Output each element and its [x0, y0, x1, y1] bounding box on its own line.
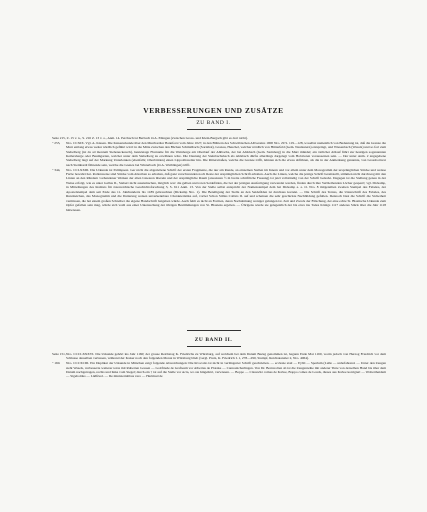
entry-label: Seite 215, Z. 15 v. n., S. 216 Z. 13 v. o., Anm. 14.	[52, 136, 121, 140]
section-divider	[187, 330, 241, 331]
entry-label: " 255,	[52, 140, 61, 145]
entry	[52, 352, 386, 361]
section-band-1	[52, 136, 386, 212]
section-heading-band-1: ZU BAND I.	[196, 120, 231, 126]
heading-divider	[187, 346, 241, 347]
entry-text: Perchach ist Berbach O.A. Ehingen (zwischen Gross- und Klein-Bergach gibt es dort nicht).	[121, 136, 248, 140]
entry	[52, 361, 386, 379]
entry-text: Nro. CCLXXIII. Die Urkunde ist Palimpsest. Gar nicht die abgeriebene Schrift der ersten Fragmente, die nur am Rande, an einzelnen Stellen im Innern und vor allem unter dem Monogramm der ursprünglichen Stücke und weisse Farbe bewahrt hat. Rollenweise sind Stücke vom Abreiben so erhalten, daß ganz verschwunden noch Reste der ursprünglichen Schrift erhalten. Auch die Linien, welche die jetzige Schrift bereitstellt, stimmen nicht durchweg mit den Linien an den Rändern vorhandener Werken der alten Linearen überein und der ursprüngliche Raum (ansonsten ½ m breite schriftliche Fassung) ist jetzt vollständig von der Schrift bedeckt. Dagegen ist die Stellung genau in der Weise erfolgt, wie es unter Gallus II., Siebert nicht auszumachen, möglich war: die gelben und roten Seidefäden, die bei der jetzigen Ausfertigung verwendet werden, finden durch ihre Verbleibenden Löcher gesperrt; vgl. Dickamp, in Mitteilungen des Instituts für österreichische Geschichtsforschung 3, S. 611 Anm. 13. Von der Stelle selbst entspricht der Namenstempel dem bei Dickamp a. a. O. Nro. 8 mitgeteilten zweiten Stempel des Fabeles, der Apostelstempel dem seit Ende des 11. Jahrhunderts bis 1189 gebrauchten (Dickamp Nro. 1). Die Beteiligung der Stelle an den Seidefäden ist durchaus korrekt. — Die Schrift des Textes, die Unterschrift des Fabeles, des Rundzeichen, das Monogramm und die Datierung weisen unverkennbare Charakteristika auf, vorbei Schon Stilles Calixts II. auf und scheinen die sehr geschickte Nachbildung gefallen. Dennoch lässt die Schrift die Sicherheit vermissen, die bei einem großen Schreiber die eigene Handschrift beigeben würde. Auch fehlt es nicht an Formen, deren Nachahmung weniger gelungen ist. Zeit und Zweck der Fälschung, der eine echte St. Blasiische Urkunde zum Opfer gefallen sein mag, würde sich wohl aus einer Untersuchung der übrigen Bestimmungen von St. Blasiens ergeben. — Übrigens wurde sie gelegentlich der bis etwa ins Todes Königs 1117 anderes Stück über die Jahr 1118 hinwiesen.	[66, 167, 386, 212]
entry-text: Nro. CCCLXXXVI. Die Urkunde gehört ins Jahr 1160; der grosse Reichstag K. Friedrichs zu Würzburg, auf welchem bei dem Datum Bezug genommen ist, begann Ende Mai 1160, worin jedoch von Herzog Friedrich vor dem Schlusse desselben verlassen, während der Kaiser noch den folgenden Monat in Würzburg blieb (vergl. Prutz, K. Friedrich I. 1, 278—290, Stumpf, Reichskanzler 2, Nro. 4064).	[66, 352, 386, 361]
entry	[52, 168, 386, 213]
heading-divider	[187, 129, 241, 130]
entry-label: " 160.	[52, 361, 61, 366]
title-divider	[187, 117, 241, 118]
entry-text: Nro. CCXIX. Vgl. A. Kiesen. Die Kaiserurkunde über den Murrhardter Bannforst vom Jahre 1027, in den Blättern des Schwäbischen Albvereins 1900 Nro. 29 S. 119—128, woselbst namentlich von Bedeutung ist, daß die Grenze die Murr entlang etwas weiter nördlich geführt wird: in die Mitte zwischen den Bächen Schmidbach (Sornthal), Gronau, Heuchel, welcher nördlich von Hütterfeld (Gem. Neulautern) entspringt, und Wiesenbach (Wasala) und so fort zum Siebelberg (ist da ad montem Siebeneckerech), heutzutage Flurname für die Weinberge am Oberlauf der Ahlbachs, der bei Ahlsbach (Gem. Steinberg) in die Murr mündet; ein östlicher Ablauf führt zur heutigen sogenannten Keilersberge oder Baumgarten, welcher unter dem Siebelberg zu erwähnen wäre. Die Deutung der Steinbachsbach als Ahlsbach dürfte allerdings dargelegt vom Holoboten voraussetzen sein. — Der unter Anm. 2 angegebene Siebelberg liegt auf der Markung Unterlenken (ebenfalls; Oberbrüden) einen Lippoldsweiler hin. Die Ritterstraßen, welche die Grenze trifft, lehnten sich die etwas abführen, als die in der Anmerkung genannte, von Grossbottwar nach Steinhardt führende sein, welche die Grenze bei Winterbach (O.A. Waiblingen) trifft.	[66, 140, 386, 167]
entry	[52, 141, 386, 168]
section-band-2	[52, 352, 386, 379]
section-heading-band-2: ZU BAND II.	[194, 337, 233, 343]
entry-text: Nro. CCCXCIII. Ein Duplikat der Urkunde in München zeigt folgende Abweichungen: Die Invocatio ist nicht in verlängerter Schrift geschrieben. — ecclesie statt — Eybli — Sperlum (Lulle — unbefahrend. — Unter den Zeugen steht Wasels, verbesserte weiterer texte mit Ruberten Gossen — Gottfriede de Grafteam vor Albertus de Plotzke — Cannonicharlingen. Von Dr. Bernwolten ab ist die Zeugenreihe mit anderer Tinte von derselben Hand bis über dem Datum nachgetragen, rechts und links vom Siegel; durch ein † ist auf die Stelle vor Acta, wo sie hingehört, verwiesen. — Boppo — Classwitz comes de Kalwe, Boppo comes de Louds, dieses aus Kalwe korrigiert — Woltertheidem — Sigeboldus — Lüdfried. — De ministerialibus vero — Hartmud de	[66, 361, 386, 379]
entry-label: " 344,	[52, 167, 61, 172]
entry-label: Seite 151,	[52, 352, 66, 356]
document-title: VERBESSERUNGEN UND ZUSÄTZE	[143, 106, 284, 115]
